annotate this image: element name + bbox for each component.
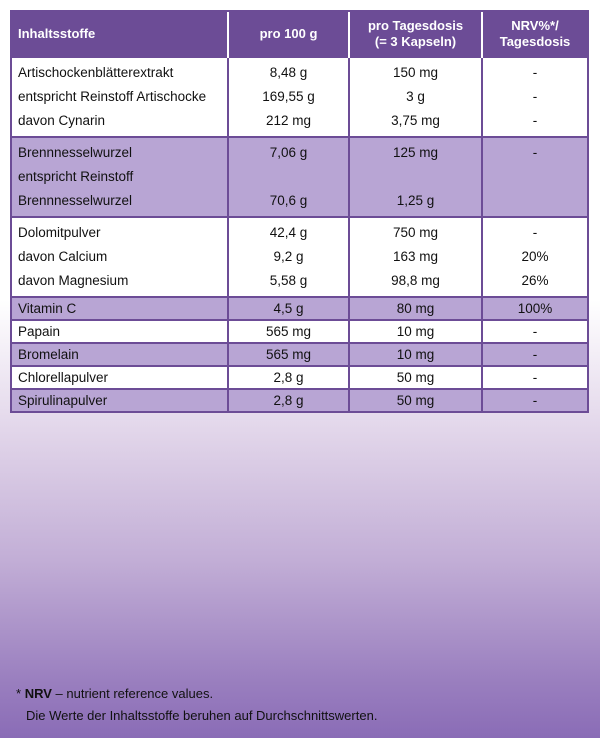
- ingredient-name: Brennnesselwurzel: [18, 145, 133, 160]
- per-day-value: 50 mg: [349, 389, 482, 411]
- per-100g-value: 2,8 g: [228, 389, 349, 411]
- ingredient-name: entspricht Reinstoff: [18, 169, 134, 184]
- table-row: [12, 320, 587, 343]
- nutrition-table: [12, 12, 587, 411]
- header-nrv-line2: Tagesdosis: [499, 34, 571, 49]
- per-day-value: 3,75 mg: [391, 113, 440, 128]
- footnote-star: *: [16, 686, 22, 701]
- table-row: [12, 297, 587, 320]
- ingredient-cell: [12, 137, 228, 217]
- per-day-value: 3 g: [406, 89, 425, 104]
- table-header-row: [12, 12, 587, 57]
- per-100g-cell: [228, 137, 349, 217]
- per-100g-value: 2,8 g: [228, 366, 349, 389]
- nrv-cell: [482, 57, 587, 137]
- nrv-value: 100%: [482, 297, 587, 320]
- per-100g-value: 9,2 g: [273, 249, 304, 264]
- per-100g-value: 42,4 g: [269, 225, 308, 240]
- nrv-value: -: [532, 65, 538, 80]
- table-row: [12, 217, 587, 297]
- per-day-value: 163 mg: [392, 249, 439, 264]
- per-100g-value: 212 mg: [265, 113, 312, 128]
- header-nrv: [482, 12, 587, 57]
- per-100g-value: 565 mg: [228, 343, 349, 366]
- per-day-cell: [349, 217, 482, 297]
- ingredient-name: Dolomitpulver: [18, 225, 101, 240]
- per-100g-cell: [228, 57, 349, 137]
- footnote-average-note: Die Werte der Inhaltsstoffe beruhen auf Durchschnittswerten.: [26, 708, 378, 723]
- header-per-daily-dose-line1: pro Tagesdosis: [367, 18, 464, 33]
- per-100g-cell: [228, 217, 349, 297]
- ingredient-cell: [12, 217, 228, 297]
- per-day-value: 750 mg: [392, 225, 439, 240]
- nutrition-table-container: [10, 10, 589, 413]
- per-day-value: 98,8 mg: [391, 273, 440, 288]
- table-row: [12, 137, 587, 217]
- ingredient-name: Papain: [12, 320, 228, 343]
- ingredient-name: davon Cynarin: [18, 113, 106, 128]
- per-100g-value: 70,6 g: [269, 193, 308, 208]
- per-day-value: 80 mg: [349, 297, 482, 320]
- nrv-value: -: [482, 366, 587, 389]
- ingredient-name: Brennnesselwurzel: [18, 193, 133, 208]
- nrv-value: -: [532, 145, 538, 160]
- per-100g-value: 7,06 g: [269, 145, 308, 160]
- per-day-cell: [349, 57, 482, 137]
- per-day-value: 125 mg: [392, 145, 439, 160]
- footnote-nrv-text: – nutrient reference values.: [55, 686, 214, 701]
- nrv-value: -: [532, 89, 538, 104]
- nrv-value: 26%: [521, 273, 549, 288]
- per-day-value: 10 mg: [349, 320, 482, 343]
- header-nrv-line1: NRV%*/: [511, 18, 559, 33]
- nrv-value: 20%: [521, 249, 549, 264]
- footnote-nrv: [16, 683, 377, 705]
- per-100g-value: 5,58 g: [269, 273, 308, 288]
- footnote-nrv-label: NRV: [24, 686, 52, 701]
- nrv-cell: [482, 137, 587, 217]
- header-per-daily-dose-line2: (= 3 Kapseln): [374, 34, 457, 49]
- nrv-value: -: [482, 343, 587, 366]
- ingredient-name: davon Calcium: [18, 249, 108, 264]
- per-100g-value: 8,48 g: [269, 65, 308, 80]
- table-row: [12, 57, 587, 137]
- per-100g-value: 4,5 g: [228, 297, 349, 320]
- per-day-cell: [349, 137, 482, 217]
- ingredient-cell: [12, 57, 228, 137]
- nrv-value: -: [532, 113, 538, 128]
- nrv-value: -: [482, 320, 587, 343]
- header-ingredients: Inhaltsstoffe: [12, 12, 228, 57]
- per-100g-value: 169,55 g: [262, 89, 315, 104]
- per-day-value: 1,25 g: [396, 193, 435, 208]
- header-per-daily-dose: [349, 12, 482, 57]
- nrv-value: -: [532, 225, 538, 240]
- nrv-cell: [482, 217, 587, 297]
- ingredient-name: davon Magnesium: [18, 273, 129, 288]
- table-row: [12, 389, 587, 411]
- ingredient-name: entspricht Reinstoff Artischocke: [18, 89, 207, 104]
- ingredient-name: Chlorellapulver: [12, 366, 228, 389]
- ingredient-name: Artischockenblätterextrakt: [18, 65, 174, 80]
- nrv-value: -: [482, 389, 587, 411]
- per-day-value: 10 mg: [349, 343, 482, 366]
- per-100g-value: 565 mg: [228, 320, 349, 343]
- per-day-value: 50 mg: [349, 366, 482, 389]
- table-row: [12, 366, 587, 389]
- footnote: [16, 683, 377, 727]
- ingredient-name: Spirulinapulver: [12, 389, 228, 411]
- ingredient-name: Bromelain: [12, 343, 228, 366]
- table-row: [12, 343, 587, 366]
- per-day-value: 150 mg: [392, 65, 439, 80]
- ingredient-name: Vitamin C: [12, 297, 228, 320]
- header-per-100g: pro 100 g: [228, 12, 349, 57]
